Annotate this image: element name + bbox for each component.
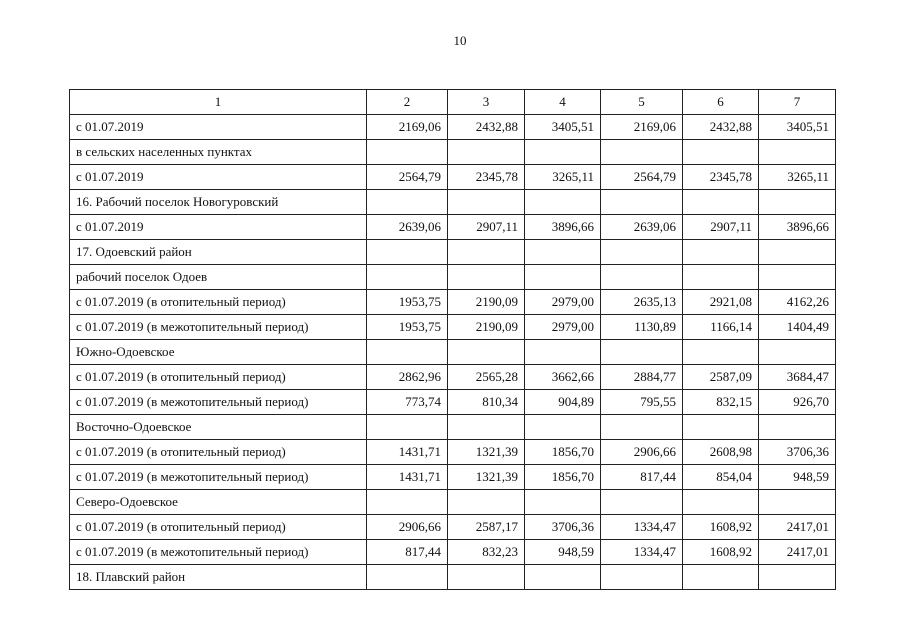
value-cell: 2564,79: [601, 165, 683, 190]
value-cell: 2862,96: [367, 365, 448, 390]
value-cell: 1166,14: [683, 315, 759, 340]
value-cell: 2921,08: [683, 290, 759, 315]
value-cell: 2345,78: [448, 165, 525, 190]
value-cell: [601, 415, 683, 440]
value-cell: [448, 265, 525, 290]
value-cell: 817,44: [367, 540, 448, 565]
row-label-cell: с 01.07.2019 (в межотопительный период): [70, 315, 367, 340]
value-cell: [525, 340, 601, 365]
value-cell: [448, 240, 525, 265]
value-cell: 1334,47: [601, 540, 683, 565]
table-row: [70, 490, 836, 515]
table-header-row: [70, 90, 836, 115]
value-cell: 2345,78: [683, 165, 759, 190]
table-row: [70, 365, 836, 390]
value-cell: 1953,75: [367, 315, 448, 340]
value-cell: 2906,66: [367, 515, 448, 540]
value-cell: 795,55: [601, 390, 683, 415]
value-cell: [601, 190, 683, 215]
table-row: [70, 415, 836, 440]
value-cell: [683, 340, 759, 365]
row-label-cell: рабочий поселок Одоев: [70, 265, 367, 290]
table-row: [70, 540, 836, 565]
row-label-cell: Южно-Одоевское: [70, 340, 367, 365]
value-cell: 2417,01: [759, 540, 836, 565]
value-cell: [601, 265, 683, 290]
value-cell: 1404,49: [759, 315, 836, 340]
value-cell: 3265,11: [759, 165, 836, 190]
table-row: [70, 215, 836, 240]
value-cell: [448, 190, 525, 215]
value-cell: [683, 415, 759, 440]
value-cell: [367, 490, 448, 515]
value-cell: [367, 240, 448, 265]
column-header-3: 3: [448, 90, 525, 115]
value-cell: [367, 340, 448, 365]
value-cell: 3684,47: [759, 365, 836, 390]
row-label-cell: в сельских населенных пунктах: [70, 140, 367, 165]
value-cell: [683, 490, 759, 515]
value-cell: [759, 265, 836, 290]
table-row: [70, 465, 836, 490]
table-row: [70, 190, 836, 215]
value-cell: 2608,98: [683, 440, 759, 465]
value-cell: 2432,88: [448, 115, 525, 140]
table-row: [70, 115, 836, 140]
value-cell: 3405,51: [525, 115, 601, 140]
value-cell: 2979,00: [525, 315, 601, 340]
value-cell: 1431,71: [367, 440, 448, 465]
table-row: [70, 315, 836, 340]
value-cell: 817,44: [601, 465, 683, 490]
value-cell: 1321,39: [448, 465, 525, 490]
value-cell: 3896,66: [525, 215, 601, 240]
value-cell: [683, 140, 759, 165]
value-cell: 1608,92: [683, 540, 759, 565]
value-cell: 1431,71: [367, 465, 448, 490]
row-label-cell: с 01.07.2019 (в отопительный период): [70, 290, 367, 315]
value-cell: 2169,06: [367, 115, 448, 140]
value-cell: [601, 340, 683, 365]
table-row: [70, 515, 836, 540]
value-cell: [601, 565, 683, 590]
value-cell: [367, 565, 448, 590]
value-cell: 1130,89: [601, 315, 683, 340]
value-cell: 1334,47: [601, 515, 683, 540]
value-cell: 4162,26: [759, 290, 836, 315]
value-cell: [683, 265, 759, 290]
value-cell: 773,74: [367, 390, 448, 415]
value-cell: 2639,06: [367, 215, 448, 240]
table-row: [70, 565, 836, 590]
value-cell: [367, 140, 448, 165]
row-label-cell: с 01.07.2019: [70, 165, 367, 190]
value-cell: [448, 565, 525, 590]
value-cell: [759, 490, 836, 515]
table-row: [70, 165, 836, 190]
table-row: [70, 240, 836, 265]
value-cell: 3706,36: [759, 440, 836, 465]
value-cell: [759, 190, 836, 215]
value-cell: [683, 565, 759, 590]
value-cell: 2417,01: [759, 515, 836, 540]
value-cell: 2639,06: [601, 215, 683, 240]
row-label-cell: 17. Одоевский район: [70, 240, 367, 265]
value-cell: 2979,00: [525, 290, 601, 315]
row-label-cell: с 01.07.2019 (в отопительный период): [70, 515, 367, 540]
value-cell: [525, 415, 601, 440]
row-label-cell: с 01.07.2019 (в межотопительный период): [70, 540, 367, 565]
column-header-7: 7: [759, 90, 836, 115]
value-cell: 2190,09: [448, 290, 525, 315]
row-label-cell: с 01.07.2019 (в межотопительный период): [70, 465, 367, 490]
row-label-cell: с 01.07.2019: [70, 215, 367, 240]
column-header-4: 4: [525, 90, 601, 115]
column-header-2: 2: [367, 90, 448, 115]
row-label-cell: с 01.07.2019 (в отопительный период): [70, 440, 367, 465]
value-cell: 832,23: [448, 540, 525, 565]
value-cell: [448, 340, 525, 365]
row-label-cell: 16. Рабочий поселок Новогуровский: [70, 190, 367, 215]
value-cell: 2564,79: [367, 165, 448, 190]
value-cell: [367, 265, 448, 290]
value-cell: [448, 490, 525, 515]
value-cell: [683, 190, 759, 215]
value-cell: 3662,66: [525, 365, 601, 390]
value-cell: 1608,92: [683, 515, 759, 540]
value-cell: 2190,09: [448, 315, 525, 340]
table-row: [70, 340, 836, 365]
value-cell: [525, 490, 601, 515]
value-cell: 854,04: [683, 465, 759, 490]
value-cell: [759, 340, 836, 365]
value-cell: 904,89: [525, 390, 601, 415]
row-label-cell: 18. Плавский район: [70, 565, 367, 590]
value-cell: 1856,70: [525, 465, 601, 490]
value-cell: [525, 240, 601, 265]
column-header-1: 1: [70, 90, 367, 115]
value-cell: [448, 415, 525, 440]
value-cell: 3265,11: [525, 165, 601, 190]
value-cell: [525, 565, 601, 590]
row-label-cell: Северо-Одоевское: [70, 490, 367, 515]
value-cell: 3896,66: [759, 215, 836, 240]
value-cell: 3405,51: [759, 115, 836, 140]
value-cell: [601, 140, 683, 165]
value-cell: [448, 140, 525, 165]
value-cell: [367, 190, 448, 215]
row-label-cell: Восточно-Одоевское: [70, 415, 367, 440]
value-cell: 2587,09: [683, 365, 759, 390]
value-cell: 2587,17: [448, 515, 525, 540]
value-cell: 810,34: [448, 390, 525, 415]
value-cell: 2907,11: [683, 215, 759, 240]
row-label-cell: с 01.07.2019 (в межотопительный период): [70, 390, 367, 415]
value-cell: [525, 140, 601, 165]
value-cell: [759, 415, 836, 440]
value-cell: [601, 240, 683, 265]
value-cell: 948,59: [525, 540, 601, 565]
value-cell: [683, 240, 759, 265]
value-cell: 1321,39: [448, 440, 525, 465]
value-cell: 926,70: [759, 390, 836, 415]
value-cell: 832,15: [683, 390, 759, 415]
value-cell: 2565,28: [448, 365, 525, 390]
tariff-table: [69, 89, 836, 590]
value-cell: 2635,13: [601, 290, 683, 315]
column-header-5: 5: [601, 90, 683, 115]
row-label-cell: с 01.07.2019: [70, 115, 367, 140]
value-cell: [525, 190, 601, 215]
value-cell: 948,59: [759, 465, 836, 490]
column-header-6: 6: [683, 90, 759, 115]
value-cell: 1856,70: [525, 440, 601, 465]
table-row: [70, 265, 836, 290]
value-cell: [601, 490, 683, 515]
value-cell: [525, 265, 601, 290]
table-row: [70, 290, 836, 315]
value-cell: 2169,06: [601, 115, 683, 140]
value-cell: 2432,88: [683, 115, 759, 140]
table-row: [70, 440, 836, 465]
value-cell: [759, 140, 836, 165]
value-cell: [367, 415, 448, 440]
value-cell: 1953,75: [367, 290, 448, 315]
page-number: 10: [453, 33, 467, 48]
table-row: [70, 390, 836, 415]
value-cell: 2884,77: [601, 365, 683, 390]
value-cell: 3706,36: [525, 515, 601, 540]
value-cell: [759, 565, 836, 590]
table-row: [70, 140, 836, 165]
value-cell: [759, 240, 836, 265]
row-label-cell: с 01.07.2019 (в отопительный период): [70, 365, 367, 390]
value-cell: 2906,66: [601, 440, 683, 465]
value-cell: 2907,11: [448, 215, 525, 240]
